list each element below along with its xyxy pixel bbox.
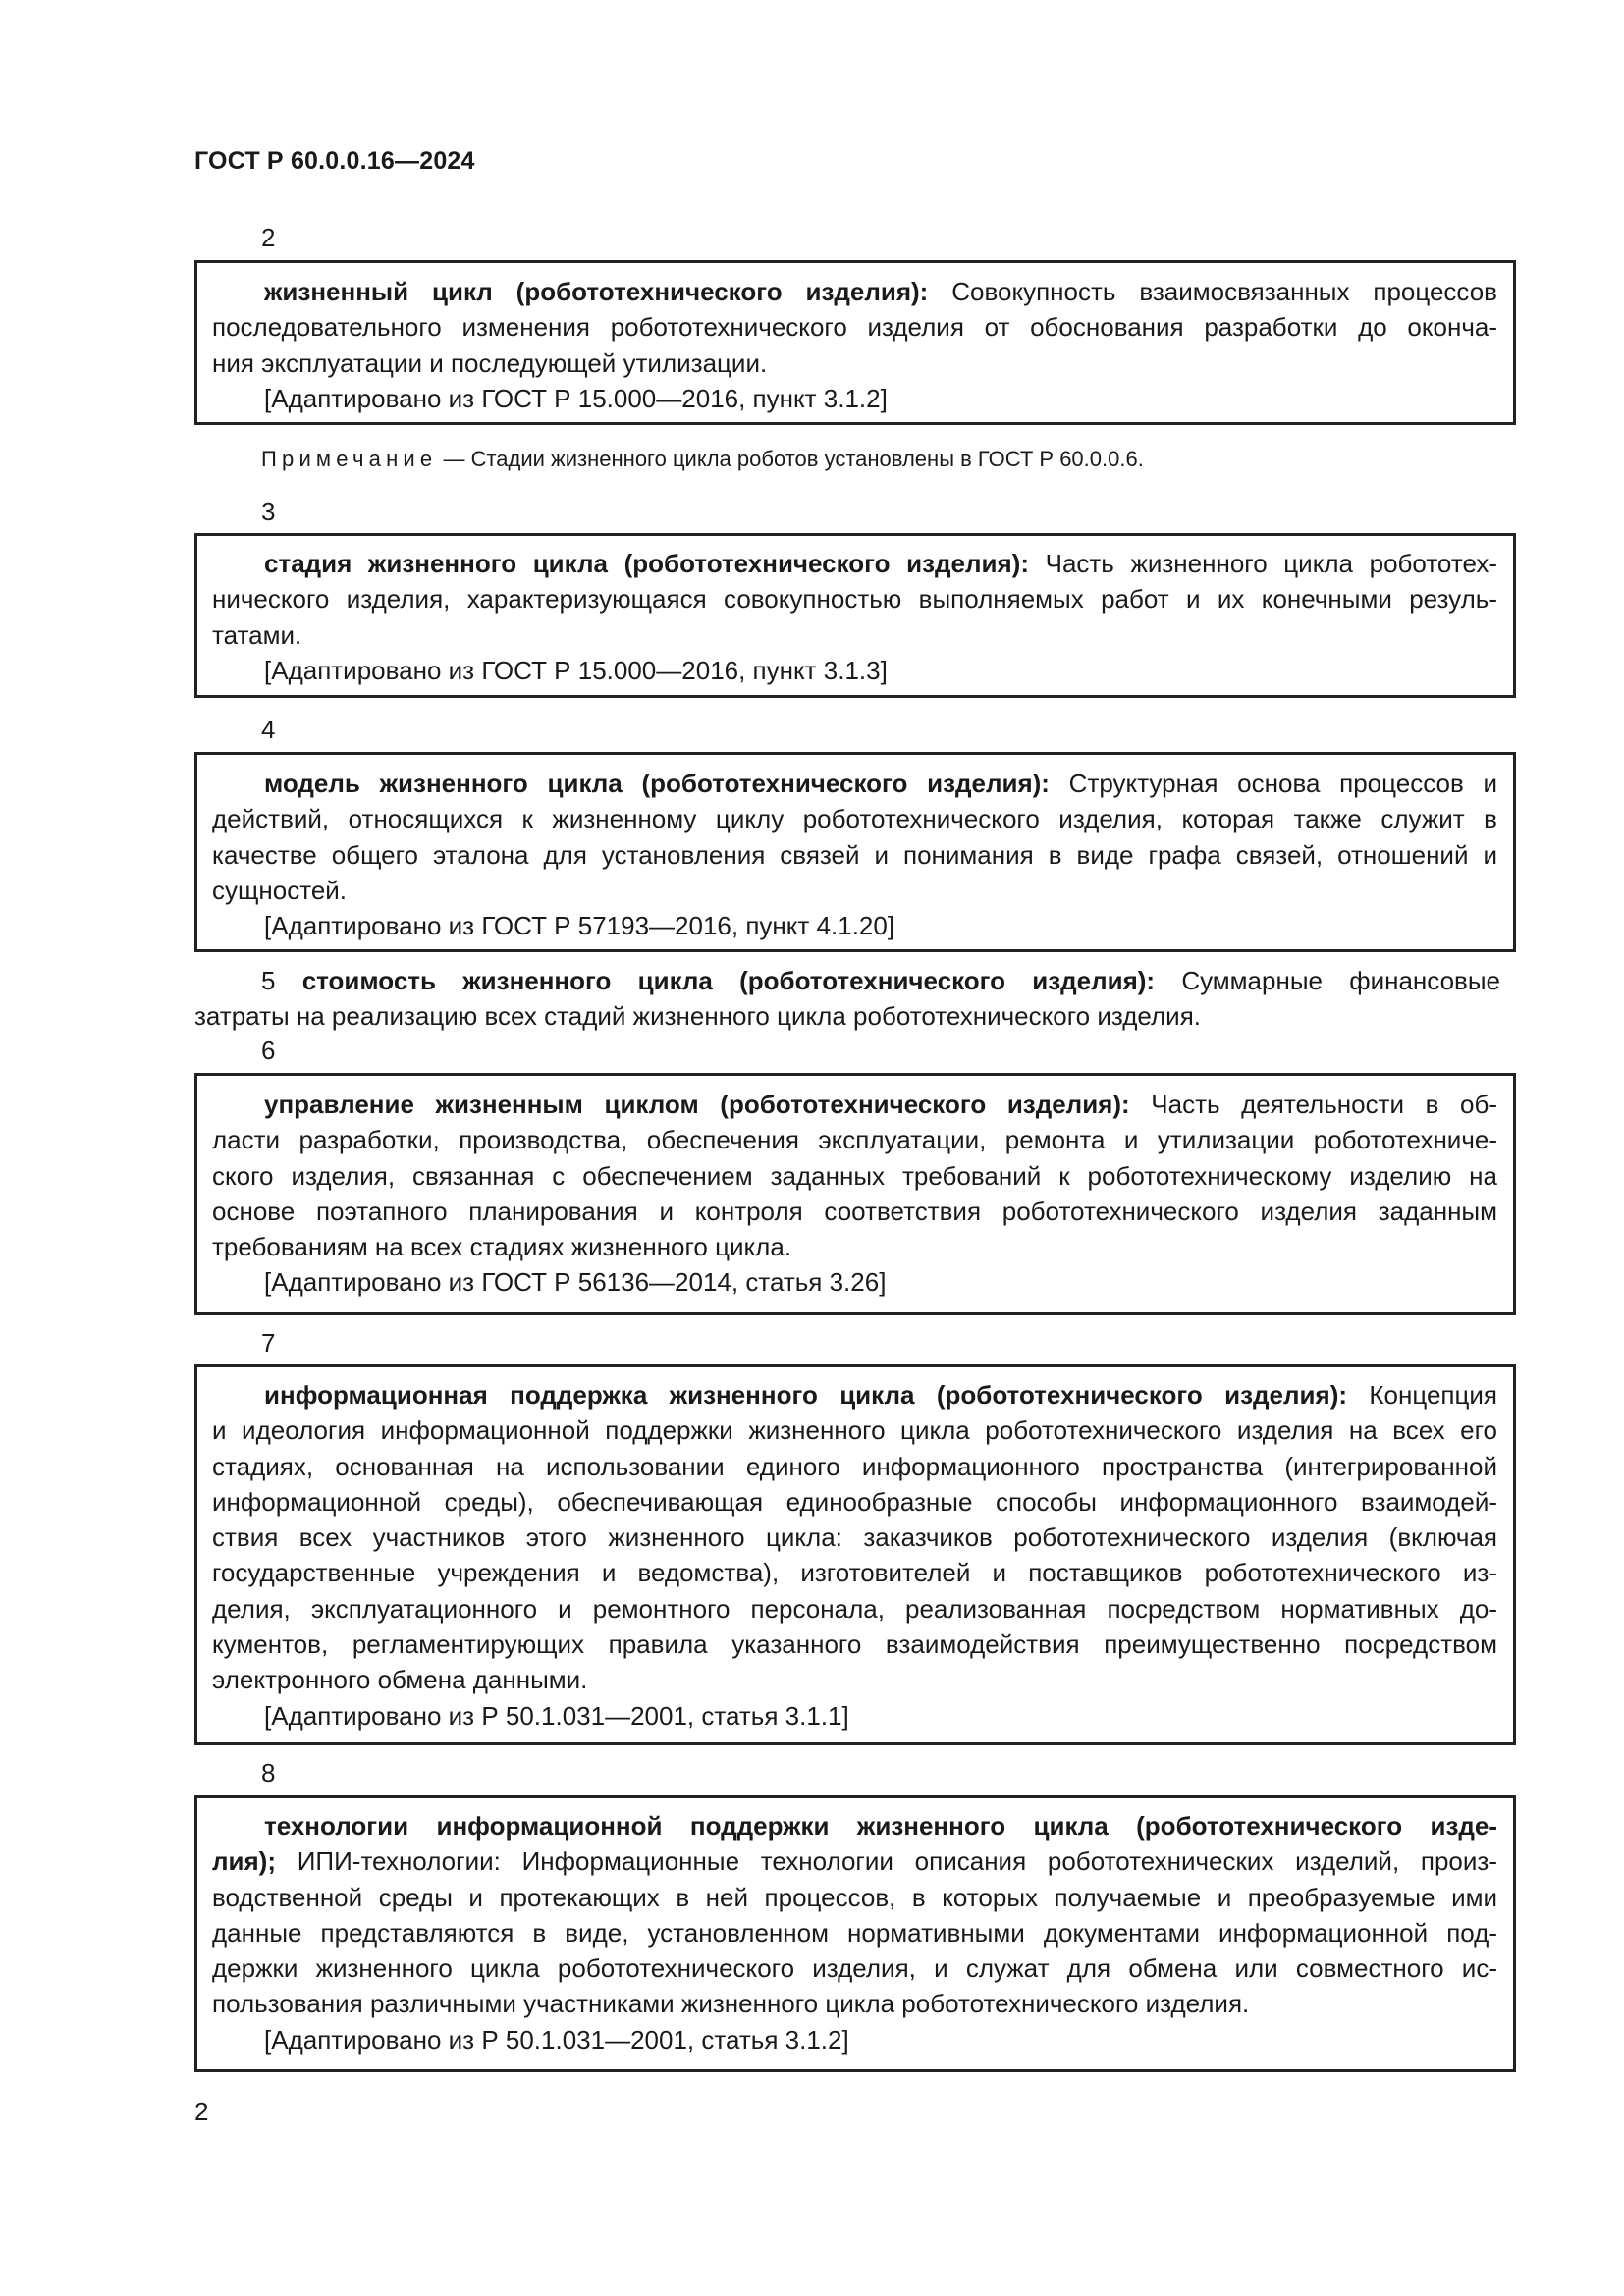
definition-line: управление жизненным циклом (робототехнического изделия): Часть деятельности в об- [264,1090,1497,1119]
definition-box [194,752,1516,952]
definition-line [212,1808,1497,1843]
entry-number: 2 [261,223,276,252]
document-header: ГОСТ Р 60.0.0.16—2024 [194,147,475,175]
definition-line: основе поэтапного планирования и контроля соответствия робототехнического изделия заданным [212,1196,1497,1226]
definition-line: ствия всех участников этого жизненного цикла: заказчиков робототехнического изделия (включая [212,1522,1497,1553]
definition-line: татами. [212,619,302,650]
source-reference: [Адаптировано из Р 50.1.031—2001, статья 3.1.2] [264,2024,849,2055]
definition-line: модель жизненного цикла (робототехнического изделия): Структурная основа процессов и [264,769,1497,798]
definition-line: требованиям на всех стадиях жизненного цикла. [212,1232,792,1262]
term: жизненный цикл (робототехнического изделия): [264,277,929,306]
term: технологии информационной поддержки жизненного цикла (робототехнического изде- [264,1811,1497,1841]
definition-line: держки жизненного цикла робототехнического изделия, и служат для обмена или совместного ис- [212,1953,1497,1984]
definition-line: затраты на реализацию всех стадий жизненного цикла робототехнического изделия. [194,1001,1201,1032]
definition-line: ласти разработки, производства, обеспечения эксплуатации, ремонта и утилизации робототехниче- [212,1125,1497,1155]
term: управление жизненным циклом (робототехнического изделия): [264,1090,1130,1119]
definition-box [194,1364,1516,1745]
source-reference: [Адаптировано из ГОСТ Р 15.000—2016, пункт 3.1.3] [264,655,888,685]
entry-number: 6 [261,1036,276,1065]
definition-line: жизненный цикл (робототехнического изделия): Совокупность взаимосвязанных процессов [264,277,1497,306]
definition-line: государственные учреждения и ведомства), изготовителей и поставщиков робототехнического из- [212,1558,1497,1588]
term: информационная поддержка жизненного цикла (робототехнического изделия): [264,1380,1348,1410]
definition-line: информационная поддержка жизненного цикла (робототехнического изделия): Концепция [264,1380,1497,1410]
definition-line: водственной среды и протекающих в ней процессов, в которых получаемые и преобразуемые ими [212,1882,1497,1912]
definition-line: лия); ИПИ-технологии: Информационные технологии описания робототехнических изделий, произ- [212,1846,1497,1877]
definition-line: действий, относящихся к жизненному циклу робототехнического изделия, которая также служит в [212,804,1497,834]
definition-paragraph [194,963,1516,1035]
term: стоимость жизненного цикла (робототехнического изделия): [301,966,1156,995]
definition-line: кументов, регламентирующих правила указанного взаимодействия преимущественно посредством [212,1629,1497,1660]
definition-box [194,260,1516,425]
definition-line: последовательного изменения робототехнического изделия от обоснования разработки до оконча- [212,312,1497,343]
definition-line: пользования различными участниками жизненного цикла робототехнического изделия. [212,1989,1250,2019]
definition-line: нического изделия, характеризующаяся совокупностью выполняемых работ и их конечными резуль- [212,584,1497,614]
definition-line: делия, эксплуатационного и ремонтного персонала, реализованная посредством нормативных до- [212,1593,1497,1624]
definition-line: данные представляются в виде, установленном нормативными документами информационной под- [212,1917,1497,1948]
page-number: 2 [194,2097,209,2126]
term: модель жизненного цикла (робототехнического изделия): [264,769,1050,798]
entry-number: 8 [261,1758,276,1788]
note [261,447,1144,472]
definition-line: 5 стоимость жизненного цикла (робототехнического изделия): Суммарные финансовые [261,966,1500,995]
term: лия); [212,1846,276,1877]
definition-line: и идеология информационной поддержки жизненного цикла робототехнического изделия на всех его [212,1415,1497,1446]
definition-box [194,1073,1516,1315]
definition-line: качестве общего эталона для установления связей и понимания в виде графа связей, отношений и [212,839,1497,870]
definition-line: стадиях, основанная на использовании единого информационного пространства (интегрированной [212,1451,1497,1481]
definition-box [194,533,1516,698]
entry-number: 3 [261,497,276,526]
term: стадия жизненного цикла (робототехнического изделия): [264,549,1029,578]
source-reference: [Адаптировано из ГОСТ Р 57193—2016, пункт 4.1.20] [264,911,895,941]
note-label: Примечание [261,447,438,471]
source-reference: [Адаптировано из ГОСТ Р 56136—2014, статья 3.26] [264,1267,887,1298]
definition-line: ского изделия, связанная с обеспечением заданных требований к робототехническому изделию на [212,1160,1497,1191]
entry-number: 5 [261,966,276,995]
source-reference: [Адаптировано из ГОСТ Р 15.000—2016, пункт 3.1.2] [264,383,888,413]
definition-box [194,1795,1516,2072]
definition-line: информационной среды), обеспечивающая единообразные способы информационного взаимодей- [212,1486,1497,1517]
source-reference: [Адаптировано из Р 50.1.031—2001, статья 3.1.1] [264,1700,849,1731]
definition-line: электронного обмена данными. [212,1665,588,1695]
definition-line: сущностей. [212,875,348,905]
definition-line: стадия жизненного цикла (робототехнического изделия): Часть жизненного цикла робототех- [264,549,1497,578]
entry-number: 7 [261,1328,276,1358]
note-text: — Стадии жизненного цикла роботов установлены в ГОСТ Р 60.0.0.6. [437,447,1144,471]
entry-number: 4 [261,715,276,744]
definition-line: ния эксплуатации и последующей утилизации. [212,347,768,378]
